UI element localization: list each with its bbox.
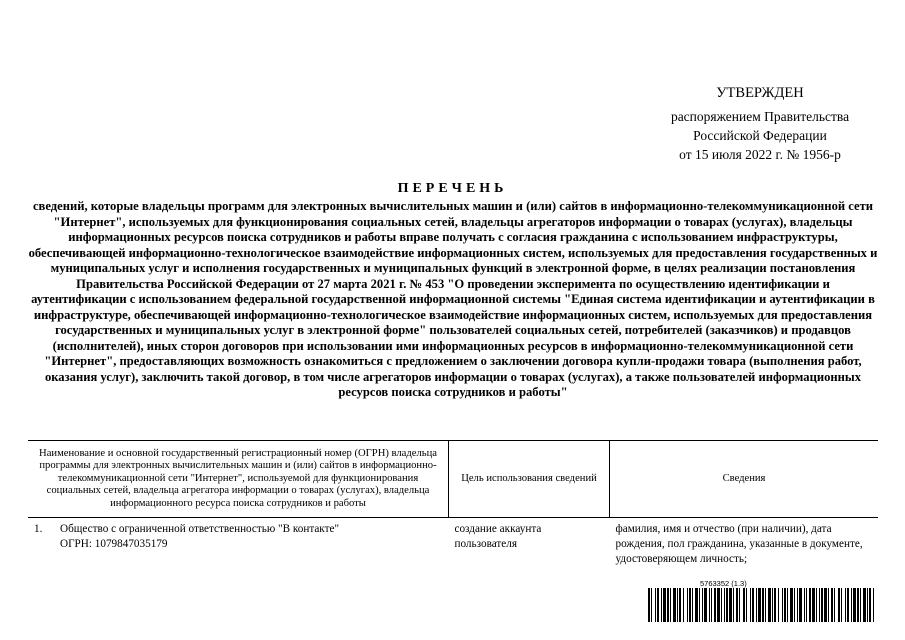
document-summary: сведений, которые владельцы программ для электронных вычислительных машин и (или) сайтов в информационно-телекоммуникационной сети "Интернет", используемых для функционирования социальных сетей, владельцы агрегаторов информации о товарах (услугах), владельцы информационных ресурсов поиска сотрудников и работы вправе получать с согласия гражданина с использованием инфраструктуры, обеспечивающей информационно-технологическое взаимодействие информационных систем, используемых для предоставления государственных и муниципальных услуг и исполнения государственных и муниципальных функций в электронной форме, в целях реализации постановления Правительства Российской Федерации от 27 марта 2021 г. № 453 "О проведении эксперимента по осуществлению идентификации и аутентификации с использованием федеральной государственной информационной системы "Единая система идентификации и аутентификации в инфраструктуре, обеспечивающей информационно-технологическое взаимодействие информационных систем, используемых для предоставления государственных и муниципальных услуг в электронной форме" пользователей социальных сетей, потребителей (заказчиков) и продавцов (исполнителей), иных сторон договоров при использовании ими информационных ресурсов в информационно-телекоммуникационной сети "Интернет", предоставляющих возможность ознакомиться с предложением о заключении договора купли-продажи товара (выполнения работ, оказания услуг), заключить такой договор, в том числе агрегаторов информации о товарах (услугах), а также пользователей информационных ресурсов поиска сотрудников и работы" bbox=[28, 199, 878, 399]
table-row bbox=[28, 518, 878, 572]
column-header-purpose: Цель использования сведений bbox=[449, 441, 610, 518]
table-header-row bbox=[28, 441, 878, 518]
approval-line-2: Российской Федерации bbox=[693, 128, 827, 143]
approval-line-1: распоряжением Правительства bbox=[670, 109, 850, 124]
row-number: 1. bbox=[34, 523, 43, 535]
column-header-info: Сведения bbox=[610, 441, 879, 518]
column-header-owner: Наименование и основной государственный регистрационный номер (ОГРН) владельца программы для электронных вычислительных машин и (или) сайтов в информационно-телекоммуникационной сети "Интернет", используемой для функционирования социальных сетей, владельца агрегатора информации о товарах (услугах), владельца информационного ресурса поиска сотрудников и работы bbox=[28, 441, 449, 518]
cell-purpose: создание аккаунта пользователя bbox=[454, 523, 542, 550]
approval-line-3: от 15 июля 2022 г. № 1956-р bbox=[679, 147, 841, 162]
organization-name: Общество с ограниченной ответственностью "В контакте" bbox=[60, 523, 340, 535]
cell-info: фамилия, имя и отчество (при наличии), дата рождения, пол гражданина, указанные в документе, удостоверяющем личность; bbox=[615, 523, 863, 565]
approval-block bbox=[640, 84, 880, 164]
data-table bbox=[28, 440, 878, 571]
barcode bbox=[648, 588, 876, 622]
organization-ogrn: ОГРН: 1079847035179 bbox=[60, 538, 168, 550]
document-title: ПЕРЕЧЕНЬ bbox=[397, 181, 508, 196]
cell-owner bbox=[28, 518, 449, 572]
approval-heading: УТВЕРЖДЕН bbox=[716, 85, 804, 101]
barcode-number: 5763352 (1.3) bbox=[700, 579, 747, 588]
